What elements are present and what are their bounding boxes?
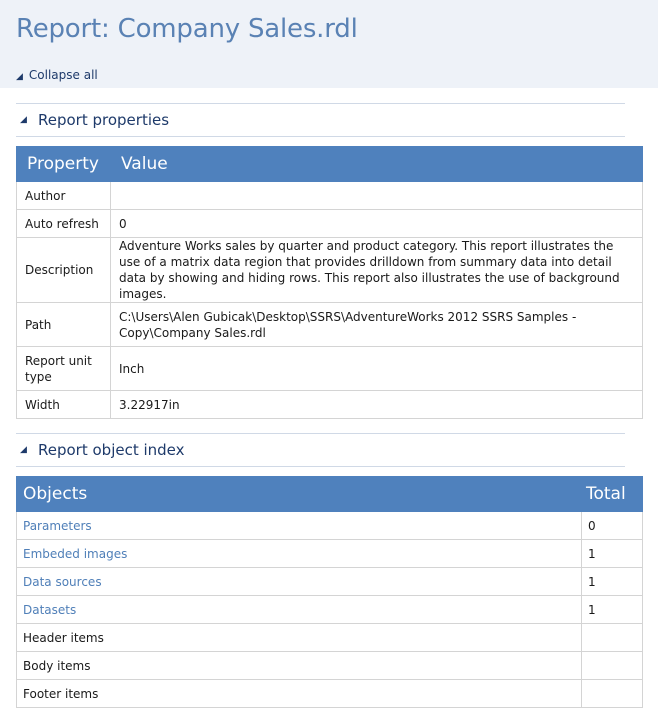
table-row [17, 182, 643, 210]
object-total [582, 624, 643, 652]
object-total: 1 [582, 540, 643, 568]
data-sources-link[interactable]: Data sources [23, 574, 102, 589]
page-title: Report: Company Sales.rdl [16, 14, 358, 44]
table-row [17, 596, 643, 624]
collapse-all-label: Collapse all [28, 68, 98, 82]
value-column-header: Value [111, 147, 643, 182]
property-name: Auto refresh [17, 210, 111, 238]
report-properties-header[interactable] [16, 103, 625, 137]
table-row [17, 624, 643, 652]
property-value: 3.22917in [111, 391, 643, 419]
object-total: 0 [582, 512, 643, 540]
objects-table [16, 476, 643, 708]
table-row [17, 540, 643, 568]
property-value: C:\Users\Alen Gubicak\Desktop\SSRS\AdventureWorks 2012 SSRS Samples - Copy\Company Sales.rdl [111, 303, 643, 347]
collapse-triangle-icon: ◢ [20, 115, 27, 125]
object-total [582, 652, 643, 680]
object-total: 1 [582, 568, 643, 596]
property-name: Description [17, 238, 111, 303]
properties-header-row [17, 147, 643, 182]
table-row [17, 391, 643, 419]
object-total [582, 680, 643, 708]
table-row [17, 303, 643, 347]
collapse-all-link[interactable] [16, 68, 98, 82]
object-name: Header items [17, 624, 582, 652]
object-name: Body items [17, 652, 582, 680]
collapse-triangle-icon: ◢ [16, 72, 23, 82]
object-name[interactable] [17, 596, 582, 624]
object-name: Footer items [17, 680, 582, 708]
property-value [111, 182, 643, 210]
property-value: 0 [111, 210, 643, 238]
table-row [17, 238, 643, 303]
datasets-link[interactable]: Datasets [23, 602, 77, 617]
table-row [17, 652, 643, 680]
property-value: Adventure Works sales by quarter and product category. This report illustrates the use of a matrix data region that provides drilldown from summary data into detail data by showing and hiding rows. This report also illustrates the use of background images. [111, 238, 643, 303]
property-name: Path [17, 303, 111, 347]
total-column-header: Total [582, 477, 643, 512]
object-name[interactable] [17, 540, 582, 568]
object-total: 1 [582, 596, 643, 624]
table-row [17, 680, 643, 708]
object-name[interactable] [17, 512, 582, 540]
objects-column-header: Objects [17, 477, 582, 512]
property-name: Report unit type [17, 347, 111, 391]
embeded-images-link[interactable]: Embeded images [23, 546, 128, 561]
object-name[interactable] [17, 568, 582, 596]
report-object-index-label: Report object index [38, 441, 185, 459]
parameters-link[interactable]: Parameters [23, 518, 92, 533]
property-name: Width [17, 391, 111, 419]
collapse-triangle-icon: ◢ [20, 445, 27, 455]
table-row [17, 568, 643, 596]
report-object-index-header[interactable] [16, 433, 625, 467]
properties-table [16, 146, 643, 419]
table-row [17, 210, 643, 238]
report-properties-label: Report properties [38, 111, 170, 129]
property-name: Author [17, 182, 111, 210]
table-row [17, 347, 643, 391]
objects-header-row [17, 477, 643, 512]
page-header [0, 0, 658, 88]
table-row [17, 512, 643, 540]
property-column-header: Property [17, 147, 111, 182]
property-value: Inch [111, 347, 643, 391]
